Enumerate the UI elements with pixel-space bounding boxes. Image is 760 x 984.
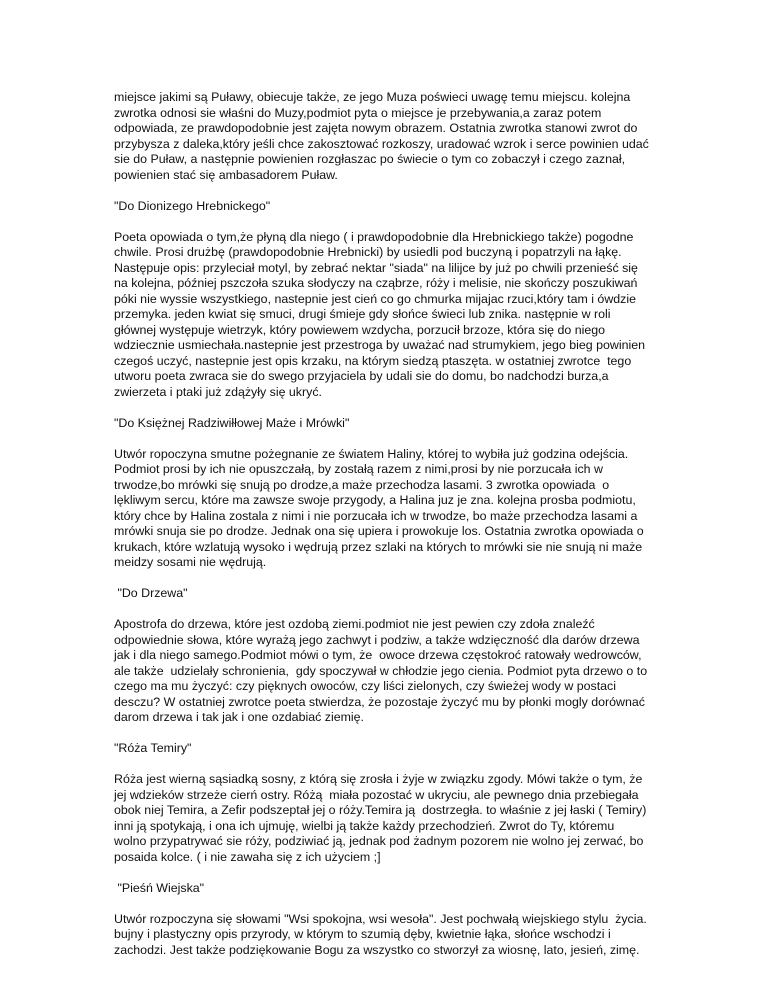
section-body-dionizy: Poeta opowiada o tym,że płyną dla niego ( i prawdopodobnie dla Hrebnickiego także) pogodne chwile. Prosi drużbę (prawdopodobnie Hrebnicki) by usiedli pod buczyną i popatrzyli na łąkę. Następuje opis: przyleciał motyl, by zebrać nektar "siada" na lilijce by już po chwili przenieść się na kolejna, później pszczoła szuka słodyczy na cząbrze, róży i melisie, nie skończy poszukiwań póki nie wyssie wszystkiego, nastepnie jest cień co go chmurka mijajac rzuci,który tam i ówdzie przemyka. jeden kwiat się smuci, drugi śmieje gdy słońce świeci lub znika. następnie w roli głównej występuje wietrzyk, który powiewem wzdycha, porzucił brzoze, która się do niego wdziecznie usmiechała.nastepnie jest przestroga by uważać nad strumykiem, jego bieg powinien czegoś uczyć, nastepnie jest opis krzaku, na którym siedzą ptaszęta. w ostatniej zwrotce tego utworu poeta zwraca sie do swego przyjaciela by udali sie do domu, bo nadchodzi burza,a zwierzeta i ptaki już zdążyły się ukryć. bbox=[114, 229, 649, 399]
section-title-ksiezna: "Do Księżnej Radziwiłłowej Maże i Mrówki" bbox=[114, 415, 350, 430]
section-body-piesn: Utwór rozpoczyna się słowami "Wsi spokojna, wsi wesoła". Jest pochwałą wiejskiego stylu życia. bujny i plastyczny opis przyrody, w którym to szumią dęby, kwietnie łąka, słońce wschodzi i zachodzi. Jest także podziękowanie Bogu za wszystko co stworzył za wiosnę, lato, jesień, zimę. bbox=[114, 911, 651, 957]
section-body-drzewo: Apostrofa do drzewa, które jest ozdobą ziemi.podmiot nie jest pewien czy zdoła znaleźć odpowiednie słowa, które wyrażą jego zachwyt i podziw, a także wdzięczność dla darów drzewa jak i dla niego samego.Podmiot mówi o tym, że owoce drzewa częstokroć ratowały wedrowców, ale także udzielały schronienia, gdy spoczywał w chłodzie jego cienia. Podmiot pyta drzewo o to czego ma mu życzyć: czy pięknych owoców, czy liści zielonych, czy świeżej wody w postaci desczu? W ostatniej zwrotce poeta stwierdza, że pozostaje życzyć mu by płonki mogly dorównać darom drzewa i tak jak i one ozdabiać ziemię. bbox=[114, 617, 651, 724]
section-title-roza: "Róża Temiry" bbox=[114, 741, 192, 755]
section-body-roza: Róża jest wierną sąsiadką sosny, z którą się zrosła i żyje w związku zgody. Mówi także o tym, że jej wdzieków strzeże cierń ostry. Różą miała pozostać w ukryciu, ale pewnego dnia przebiegała obok niej Temira, a Zefir podszeptał jej o róży.Temira ją dostrzegła. to właśnie z jej łaski ( Temiry) inni ją spotykają, i ona ich ujmuję, wielbi ją także każdy przechodzień. Zwrot do Ty, któremu wolno przypatrywać sie róży, podziwiać ją, jednak pod żadnym pozorem nie wolno jej zerwać, bo posaida kolce. ( i nie zawaha się z ich użyciem ;] bbox=[114, 772, 650, 864]
intro-paragraph: miejsce jakimi są Puławy, obiecuje także, ze jego Muza poświeci uwagę temu miejscu. kolejna zwrotka odnosi sie właśni do Muzy,podmiot pyta o miejsce je przebywania,a zaraz potem odpowiada, ze prawdopodobnie jest zajęta nowym obrazem. Ostatnia zwrotka stanowi zwrot do przybysza z daleka,który jeśli chce zakosztować rozkoszy, uradować wzrok i serce powinien udać sie do Puław, a następnie powienien rozgłaszac po świecie o tym co zobaczył i czego zaznał, powienien stać się ambasadorem Puław. bbox=[114, 90, 653, 182]
document-page bbox=[114, 90, 653, 974]
section-title-drzewo: "Do Drzewa" bbox=[114, 586, 188, 600]
section-body-ksiezna: Utwór ropoczyna smutne pożegnanie ze światem Haliny, której to wybiła już godzina odejścia. Podmiot prosi by ich nie opuszczałą, by zostałą razem z nimi,prosi by nie porzucała ich w trwodze,bo mrówki się snują po drodze,a maże przechodza lasami. 3 zwrotka opowiada o lękliwym sercu, które ma zawsze swoje przygody, a Halina juz je zna. kolejna prosba podmiotu, który chce by Halina zostala z nimi i nie porzucała ich w trwodze, bo maże przechodza lasami a mrówki snuja sie po drodze. Jednak ona się upiera i prowokuje los. Ostatnia zwrotka opowiada o krukach, które wzlatują wysoko i wędrują przez szlaki na których to mrówki sie nie snują ni maże meidzy sosami nie wędrują. bbox=[114, 446, 648, 569]
section-title-dionizy: "Do Dionizego Hrebnickego" bbox=[114, 198, 271, 213]
section-title-piesn: "Pieśń Wiejska" bbox=[114, 880, 205, 895]
